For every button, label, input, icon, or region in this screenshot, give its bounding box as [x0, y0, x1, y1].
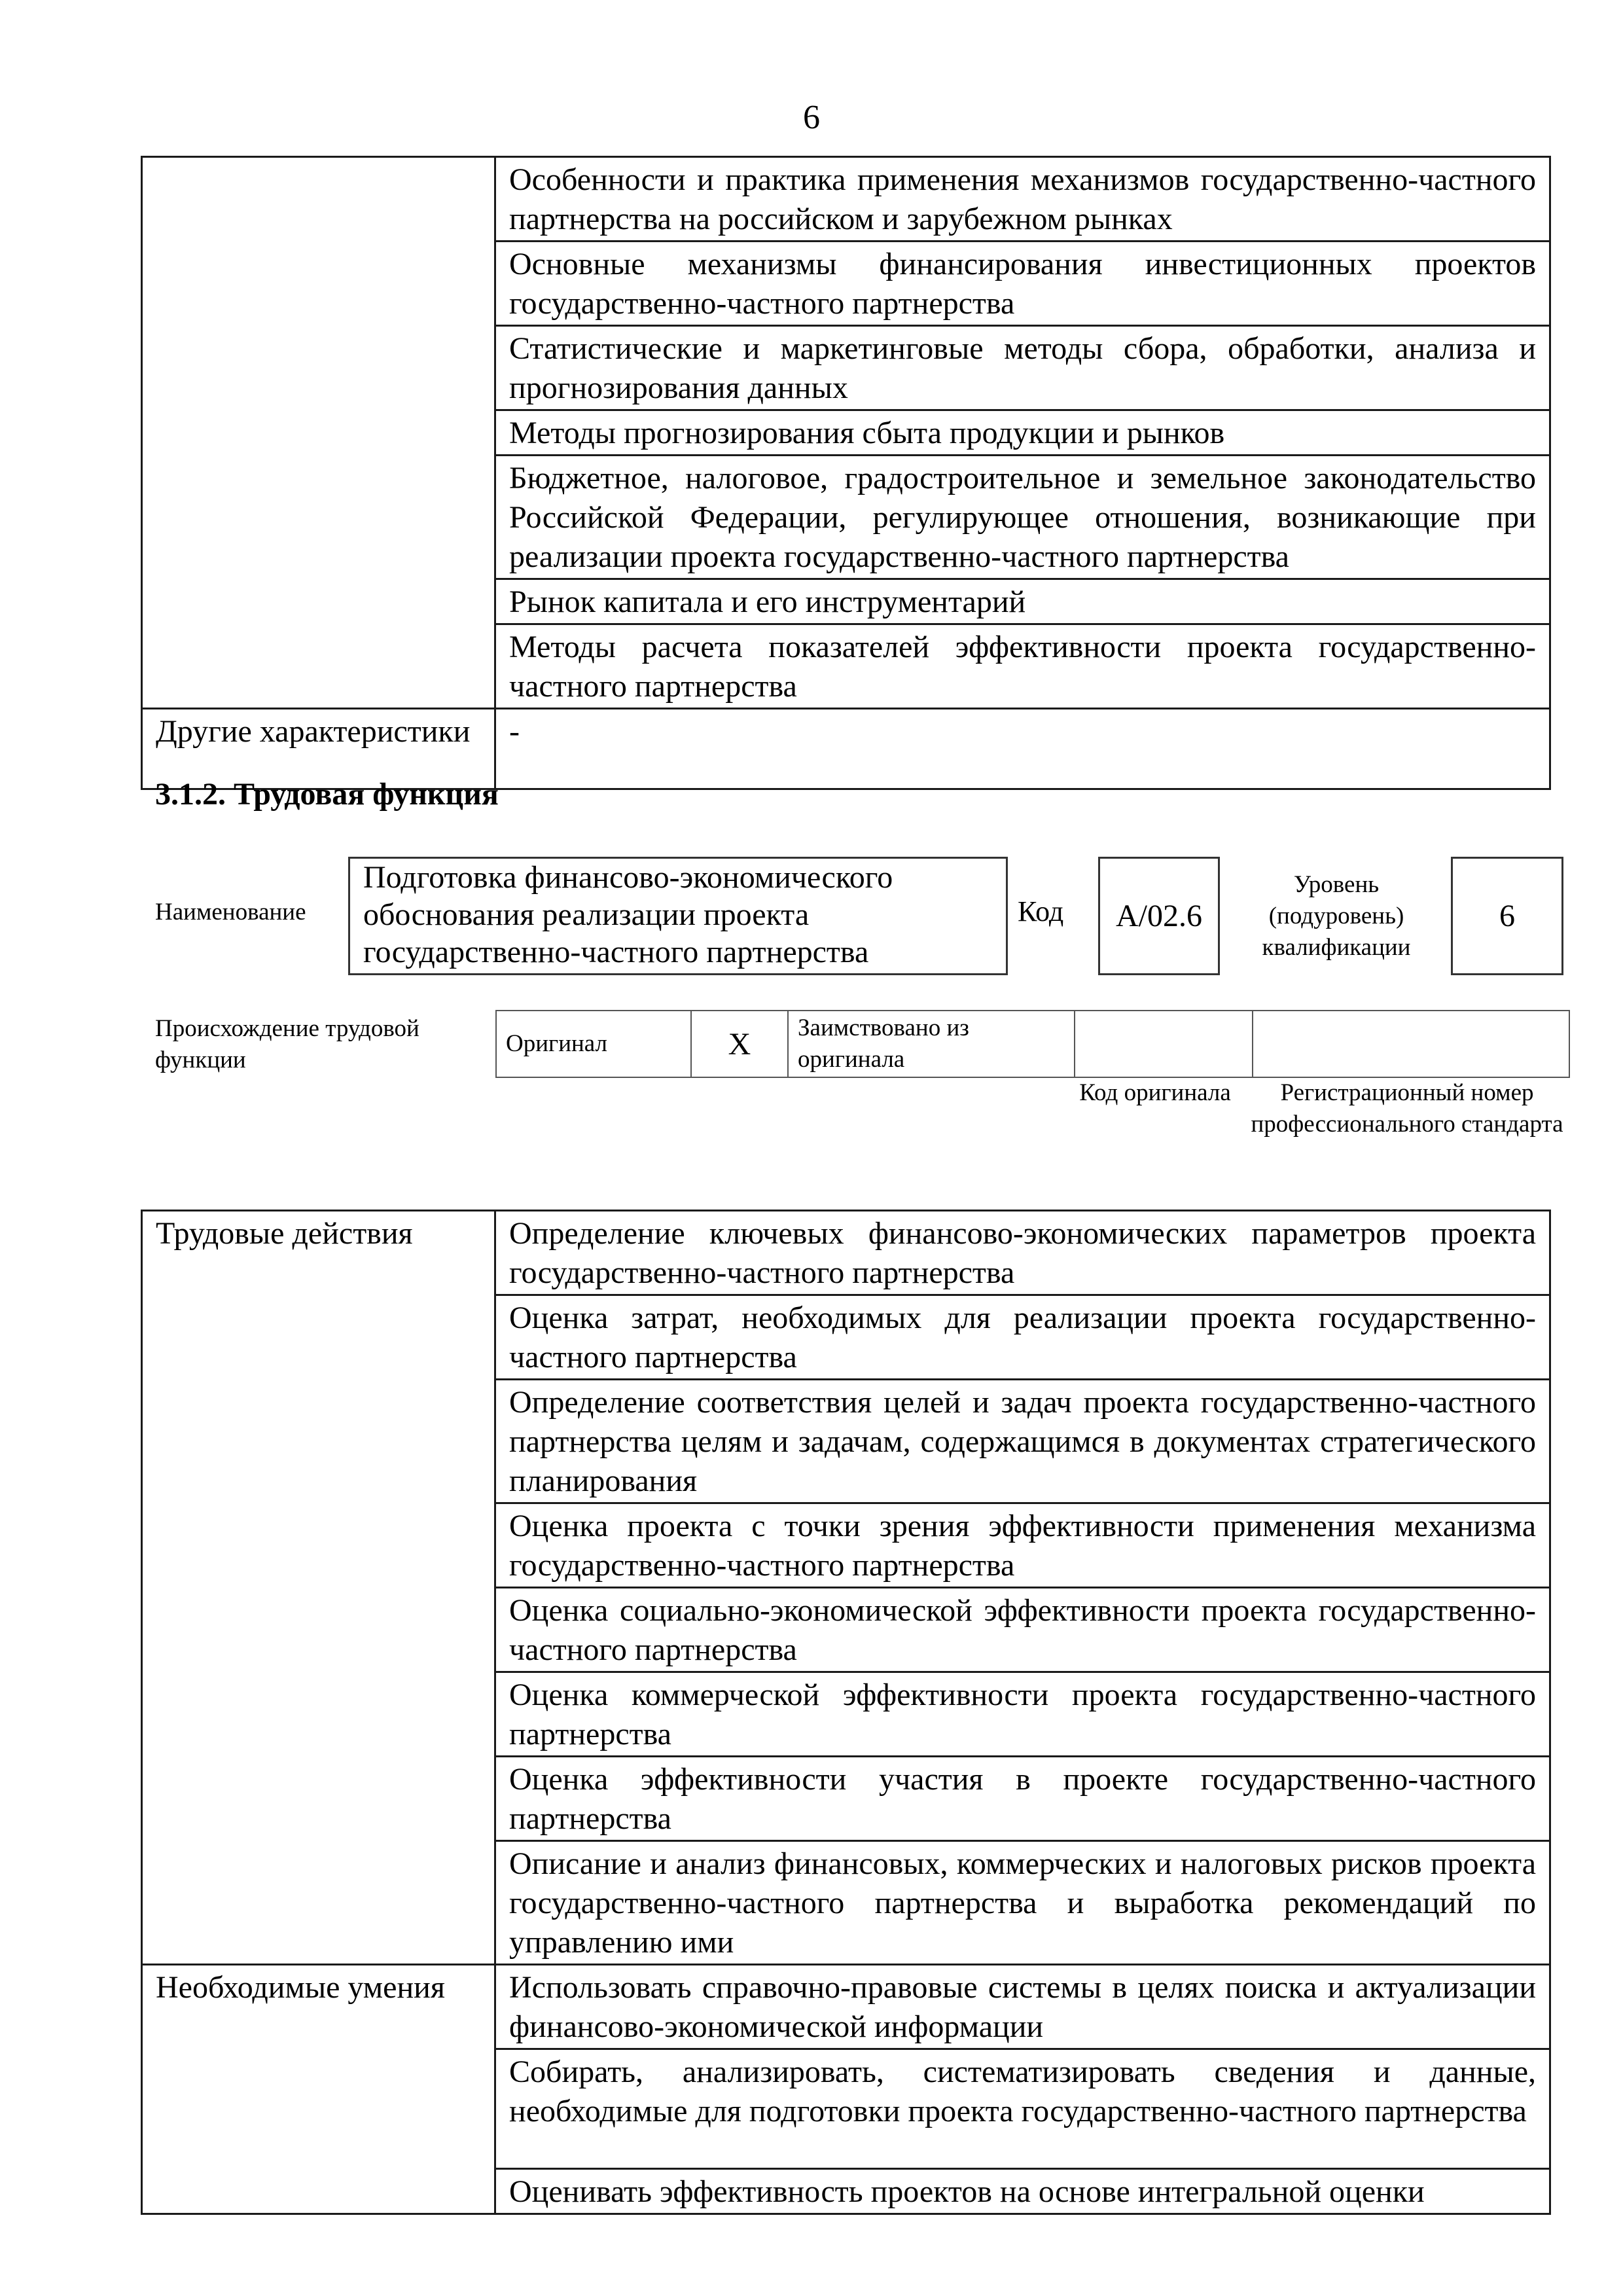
- knowledge-item: Основные механизмы финансирования инвестиционных проектов государственно-частного партнерства: [495, 242, 1550, 326]
- labor-action-item: Оценка эффективности участия в проекте государственно-частного партнерства: [495, 1757, 1550, 1841]
- borrowed-label: Заимствовано из оригинала: [788, 1011, 1075, 1077]
- registration-number-cell: [1253, 1011, 1569, 1077]
- knowledge-item: Методы расчета показателей эффективности проекта государственно-частного партнерства: [495, 624, 1550, 709]
- labor-action-item: Определение соответствия целей и задач проекта государственно-частного партнерства целям и задачам, содержащимся в документах стратегического планирования: [495, 1380, 1550, 1503]
- level-box: [1451, 857, 1563, 975]
- table-row: [142, 157, 1550, 242]
- name-label: Наименование: [155, 899, 306, 925]
- labor-action-item: Оценка коммерческой эффективности проекта государственно-частного партнерства: [495, 1672, 1550, 1757]
- knowledge-item: Рынок капитала и его инструментарий: [495, 579, 1550, 624]
- skills-label: Необходимые умения: [142, 1965, 495, 2214]
- table-row: [142, 1965, 1550, 2049]
- original-mark: X: [691, 1011, 788, 1077]
- original-label: Оригинал: [496, 1011, 691, 1077]
- knowledge-item: Статистические и маркетинговые методы сбора, обработки, анализа и прогнозирования данных: [495, 326, 1550, 410]
- labor-action-item: Определение ключевых финансово-экономических параметров проекта государственно-частного партнерства: [495, 1211, 1550, 1295]
- level-value: 6: [1499, 899, 1515, 933]
- origin-table: [495, 1010, 1570, 1078]
- labor-action-item: Оценка затрат, необходимых для реализации проекта государственно-частного партнерства: [495, 1295, 1550, 1380]
- page-number: 6: [803, 99, 820, 136]
- original-code-cell: [1075, 1011, 1253, 1077]
- labor-actions-table: [141, 1210, 1551, 2215]
- other-characteristics-value: -: [495, 709, 1550, 789]
- function-name-value: Подготовка финансово-экономического обоснования реализации проекта государственно-частного партнерства: [363, 860, 893, 969]
- code-value: А/02.6: [1116, 899, 1202, 933]
- other-characteristics-label: Другие характеристики: [142, 709, 495, 789]
- original-code-caption: Код оригинала: [1079, 1079, 1231, 1106]
- section-heading: 3.1.2. Трудовая функция: [155, 777, 499, 812]
- skill-item: Собирать, анализировать, систематизировать сведения и данные, необходимые для подготовки проекта государственно-частного партнерства: [495, 2049, 1550, 2169]
- empty-label-cell: [142, 157, 495, 709]
- labor-actions-label: Трудовые действия: [142, 1211, 495, 1965]
- labor-action-item: Оценка проекта с точки зрения эффективности применения механизма государственно-частного партнерства: [495, 1503, 1550, 1588]
- labor-action-item: Оценка социально-экономической эффективности проекта государственно-частного партнерства: [495, 1588, 1550, 1672]
- table-row: [496, 1011, 1569, 1077]
- code-box: [1098, 857, 1220, 975]
- level-label: Уровень (подуровень) квалификации: [1262, 871, 1411, 961]
- labor-action-item: Описание и анализ финансовых, коммерческих и налоговых рисков проекта государственно-частного партнерства и выработка рекомендаций по управлению ими: [495, 1841, 1550, 1965]
- knowledge-item: Методы прогнозирования сбыта продукции и рынков: [495, 410, 1550, 456]
- code-label: Код: [1018, 895, 1064, 927]
- knowledge-table: [141, 156, 1551, 790]
- knowledge-item: Особенности и практика применения механизмов государственно-частного партнерства на российском и зарубежном рынках: [495, 157, 1550, 242]
- origin-label: Происхождение трудовой функции: [155, 1015, 419, 1073]
- function-name-box: [348, 857, 1008, 975]
- registration-number-caption: Регистрационный номер профессионального стандарта: [1251, 1079, 1563, 1138]
- skill-item: Использовать справочно-правовые системы в целях поиска и актуализации финансово-экономической информации: [495, 1965, 1550, 2049]
- skill-item: Оценивать эффективность проектов на основе интегральной оценки: [495, 2169, 1550, 2214]
- knowledge-item: Бюджетное, налоговое, градостроительное и земельное законодательство Российской Федерации, регулирующее отношения, возникающие при реализации проекта государственно-частного партнерства: [495, 456, 1550, 579]
- table-row: [142, 1211, 1550, 1295]
